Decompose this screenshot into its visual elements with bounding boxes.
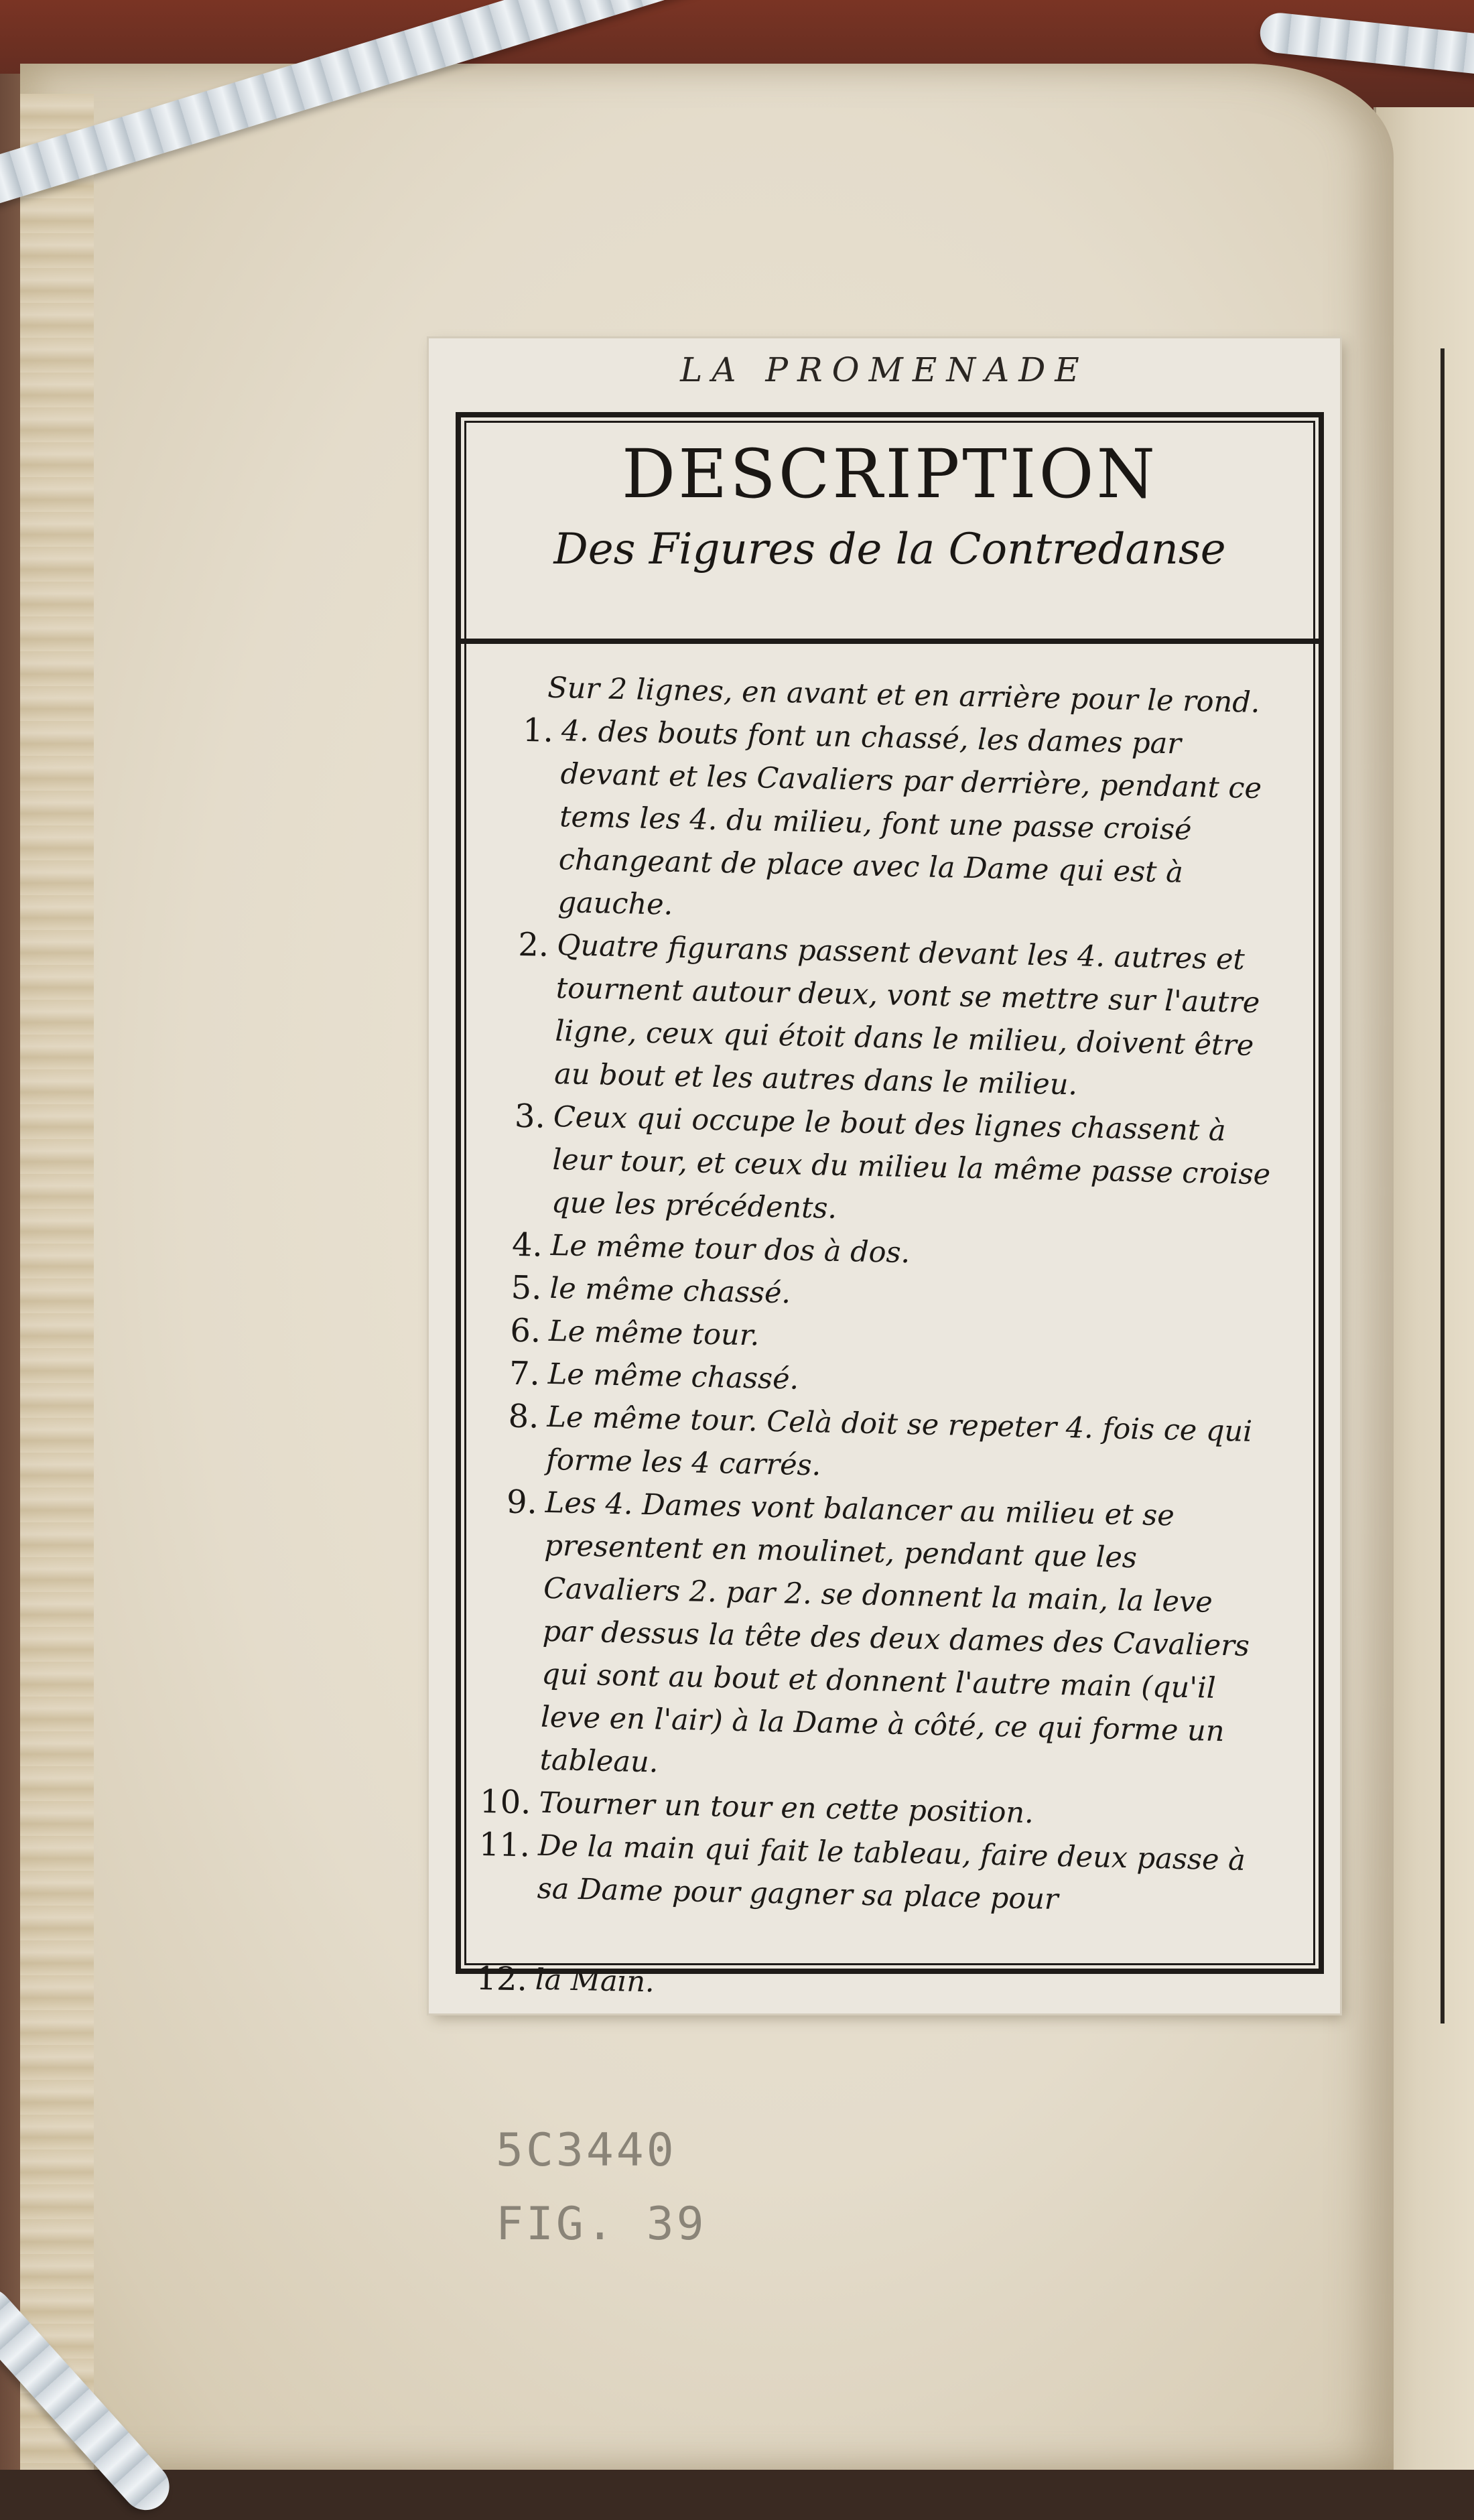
step-number: 1. [522, 711, 554, 750]
description-subtitle: Des Figures de la Contredanse [553, 525, 1226, 574]
description-frame [456, 412, 1324, 1999]
step-text: De la main qui fait le tableau, faire deux passe à sa Dame pour gagner sa place pour [537, 1829, 1246, 1917]
step-item [471, 1480, 1268, 1797]
title-box [461, 417, 1319, 644]
facing-page-border-line [1440, 348, 1445, 2024]
step-number: 11. [478, 1825, 531, 1865]
step-number: 9. [506, 1483, 538, 1522]
pencil-shelfmark [496, 2114, 707, 2261]
step-number: 8. [508, 1397, 540, 1436]
step-number: 5. [511, 1268, 543, 1307]
step-text: Le même chassé. [547, 1357, 799, 1396]
step-text: Ceux qui occupe le bout des lignes chassent à leur tour, et ceux du milieu la même passe croise que les précédents. [551, 1100, 1271, 1225]
plate-heading: LA PROMENADE [680, 350, 1089, 389]
intro-line: Sur 2 lignes, en avant et en arrière pour le rond. [547, 671, 1260, 720]
step-text: Le même tour dos à dos. [550, 1228, 911, 1270]
step-text: Quatre figurans passent devant les 4. autres et tournent autour deux, vont se mettre sur l'autre ligne, ceux qui étoit dans le milieu, doivent être au bout et les autres dans le milieu. [553, 929, 1260, 1102]
step-number: 6. [509, 1311, 541, 1350]
step-text: la Main. [535, 1963, 655, 1999]
shelfmark-line-2: FIG. 39 [496, 2198, 707, 2251]
description-title: DESCRIPTION [622, 435, 1158, 513]
step-item [468, 1823, 1260, 1926]
step-number: 12. [476, 1959, 528, 1999]
step-item [486, 923, 1280, 1111]
step-text: le même chassé. [549, 1271, 791, 1311]
step-number: 3. [514, 1097, 546, 1136]
step-item [483, 1094, 1276, 1240]
deckled-page-edge [20, 94, 94, 2470]
step-number: 4. [511, 1225, 543, 1264]
step-number: 7. [509, 1354, 541, 1393]
step-text: Tourner un tour en cette position. [538, 1786, 1034, 1831]
step-item [478, 1394, 1270, 1497]
step-text: Le même tour. Celà doit se repeter 4. fois ce qui forme les 4 carrés. [545, 1400, 1253, 1483]
figure-instructions [466, 665, 1284, 2016]
step-number: 10. [479, 1782, 532, 1822]
engraved-plate [429, 338, 1340, 2013]
step-text: 4. des bouts font un chassé, les dames par devant et les Cavaliers par derrière, pendant ce tems les 4. du milieu, font une passe croisé changeant de place avec la Dame qui est à gauche. [557, 714, 1262, 922]
step-item [489, 708, 1284, 939]
shelfmark-line-1: 5C3440 [496, 2124, 677, 2177]
step-number: 2. [517, 925, 549, 964]
step-text: Le même tour. [548, 1314, 760, 1353]
step-text: Les 4. Dames vont balancer au milieu et se presentent en moulinet, pendant que les Cavaliers 2. par 2. se donnent la main, la leve par dessus la tête des deux dames des Cavaliers qui sont au bout et donnent l'autre main (qu'il leve en l'air) à la Dame à côté, ce qui forme un tableau. [539, 1485, 1250, 1780]
